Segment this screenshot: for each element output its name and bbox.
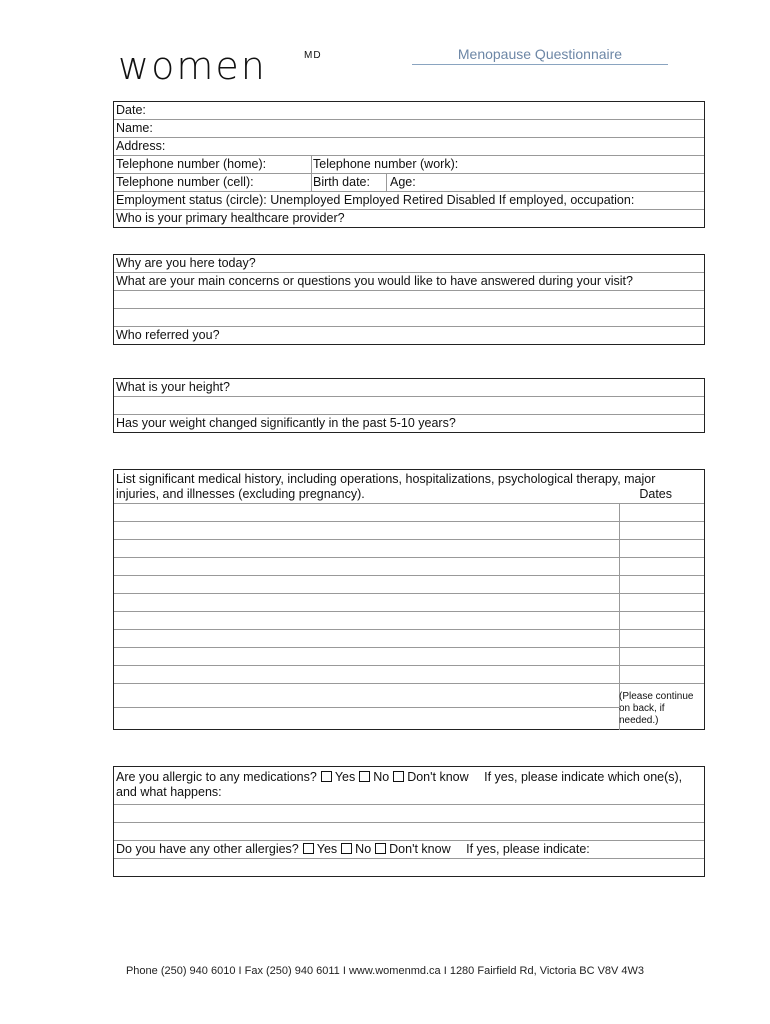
employment-row[interactable]	[114, 192, 704, 210]
blank-answer-row[interactable]	[114, 859, 704, 876]
footer-contact: Phone (250) 940 6010 I Fax (250) 940 6011 I www.womenmd.ca I 1280 Fairfield Rd, Victoria BC V8V 4W3	[125, 965, 645, 977]
height-label: What is your height?	[116, 380, 230, 394]
other-allergy-row	[114, 841, 704, 859]
history-entry-row[interactable]	[114, 648, 704, 666]
why-here-label: Why are you here today?	[116, 256, 256, 270]
other-dont-know-option[interactable]: Don't know	[389, 842, 451, 856]
history-entry-row[interactable]	[114, 576, 704, 594]
provider-label: Who is your primary healthcare provider?	[116, 211, 345, 225]
personal-info-section	[113, 101, 705, 228]
checkbox-icon[interactable]	[375, 843, 386, 854]
med-yes-option[interactable]: Yes	[334, 770, 356, 784]
med-followup-line1: If yes, please indicate which one(s),	[484, 770, 683, 784]
medication-allergy-row	[114, 767, 704, 805]
logo-text: women	[118, 44, 267, 88]
tel-work-label: Telephone number (work):	[313, 157, 459, 171]
history-entry-row[interactable]	[114, 684, 704, 701]
history-entry-row[interactable]	[114, 522, 704, 540]
height-row[interactable]	[114, 379, 704, 397]
tel-cell-label: Telephone number (cell):	[116, 175, 254, 189]
column-divider	[311, 174, 312, 191]
weight-row[interactable]	[114, 415, 704, 432]
history-entry-row[interactable]	[114, 558, 704, 576]
other-allergy-question: Do you have any other allergies?	[116, 842, 299, 856]
history-prompt-line1: List significant medical history, including operations, hospitalizations, psychological therapy, major	[116, 472, 656, 486]
checkbox-icon[interactable]	[303, 843, 314, 854]
column-divider	[311, 156, 312, 173]
tel-home-label: Telephone number (home):	[116, 157, 267, 171]
other-no-option[interactable]: No	[355, 842, 372, 856]
continue-note-line2: on back, if	[619, 703, 665, 714]
blank-answer-row[interactable]	[114, 291, 704, 309]
date-row[interactable]	[114, 102, 704, 120]
continue-note-line1: (Please continue	[619, 691, 694, 702]
blank-answer-row[interactable]	[114, 309, 704, 327]
employment-label: Employment status (circle): Unemployed Employed Retired Disabled If employed, occupation:	[116, 193, 635, 207]
other-yes-option[interactable]: Yes	[316, 842, 338, 856]
age-label: Age:	[390, 175, 416, 189]
telephone-row[interactable]	[114, 156, 704, 174]
history-entry-row[interactable]	[114, 594, 704, 612]
checkbox-icon[interactable]	[341, 843, 352, 854]
form-title: Menopause Questionnaire	[412, 46, 668, 65]
history-prompt	[114, 470, 704, 504]
concerns-label: What are your main concerns or questions you would like to have answered during your visit?	[116, 274, 633, 288]
allergies-section	[113, 766, 705, 877]
checkbox-icon[interactable]	[393, 771, 404, 782]
dates-column-header: Dates	[639, 487, 672, 501]
history-grid	[114, 504, 704, 730]
body-measurements-section	[113, 378, 705, 433]
history-prompt-line2: injuries, and illnesses (excluding pregnancy).	[116, 487, 365, 501]
referred-row[interactable]	[114, 327, 704, 344]
history-entry-row[interactable]	[114, 504, 704, 522]
referred-label: Who referred you?	[116, 328, 220, 342]
history-entry-row[interactable]	[114, 666, 704, 684]
medication-allergy-question: Are you allergic to any medications?	[116, 770, 317, 784]
provider-row[interactable]	[114, 210, 704, 227]
blank-answer-row[interactable]	[114, 823, 704, 841]
continue-note-line3: needed.)	[619, 715, 659, 726]
history-entry-row[interactable]	[114, 540, 704, 558]
why-here-row[interactable]	[114, 255, 704, 273]
womenmd-logo	[118, 44, 322, 88]
address-label: Address:	[116, 139, 166, 153]
blank-answer-row[interactable]	[114, 397, 704, 415]
concerns-row[interactable]	[114, 273, 704, 291]
visit-reason-section	[113, 254, 705, 345]
cell-birth-row[interactable]	[114, 174, 704, 192]
row-divider	[114, 707, 620, 708]
med-followup-line2: and what happens:	[116, 785, 222, 799]
address-row[interactable]	[114, 138, 704, 156]
name-row[interactable]	[114, 120, 704, 138]
blank-answer-row[interactable]	[114, 805, 704, 823]
birth-date-label: Birth date:	[313, 175, 370, 189]
column-divider	[386, 174, 387, 191]
name-label: Name:	[116, 121, 153, 135]
checkbox-icon[interactable]	[359, 771, 370, 782]
med-dont-know-option[interactable]: Don't know	[407, 770, 469, 784]
checkbox-icon[interactable]	[321, 771, 332, 782]
date-label: Date:	[116, 103, 146, 117]
weight-label: Has your weight changed significantly in the past 5-10 years?	[116, 416, 456, 430]
logo-superscript: MD	[304, 50, 322, 61]
med-no-option[interactable]: No	[373, 770, 390, 784]
medical-history-section	[113, 469, 705, 730]
history-entry-row[interactable]	[114, 612, 704, 630]
history-entry-row[interactable]	[114, 630, 704, 648]
other-followup: If yes, please indicate:	[466, 842, 590, 856]
continue-note	[619, 691, 694, 727]
